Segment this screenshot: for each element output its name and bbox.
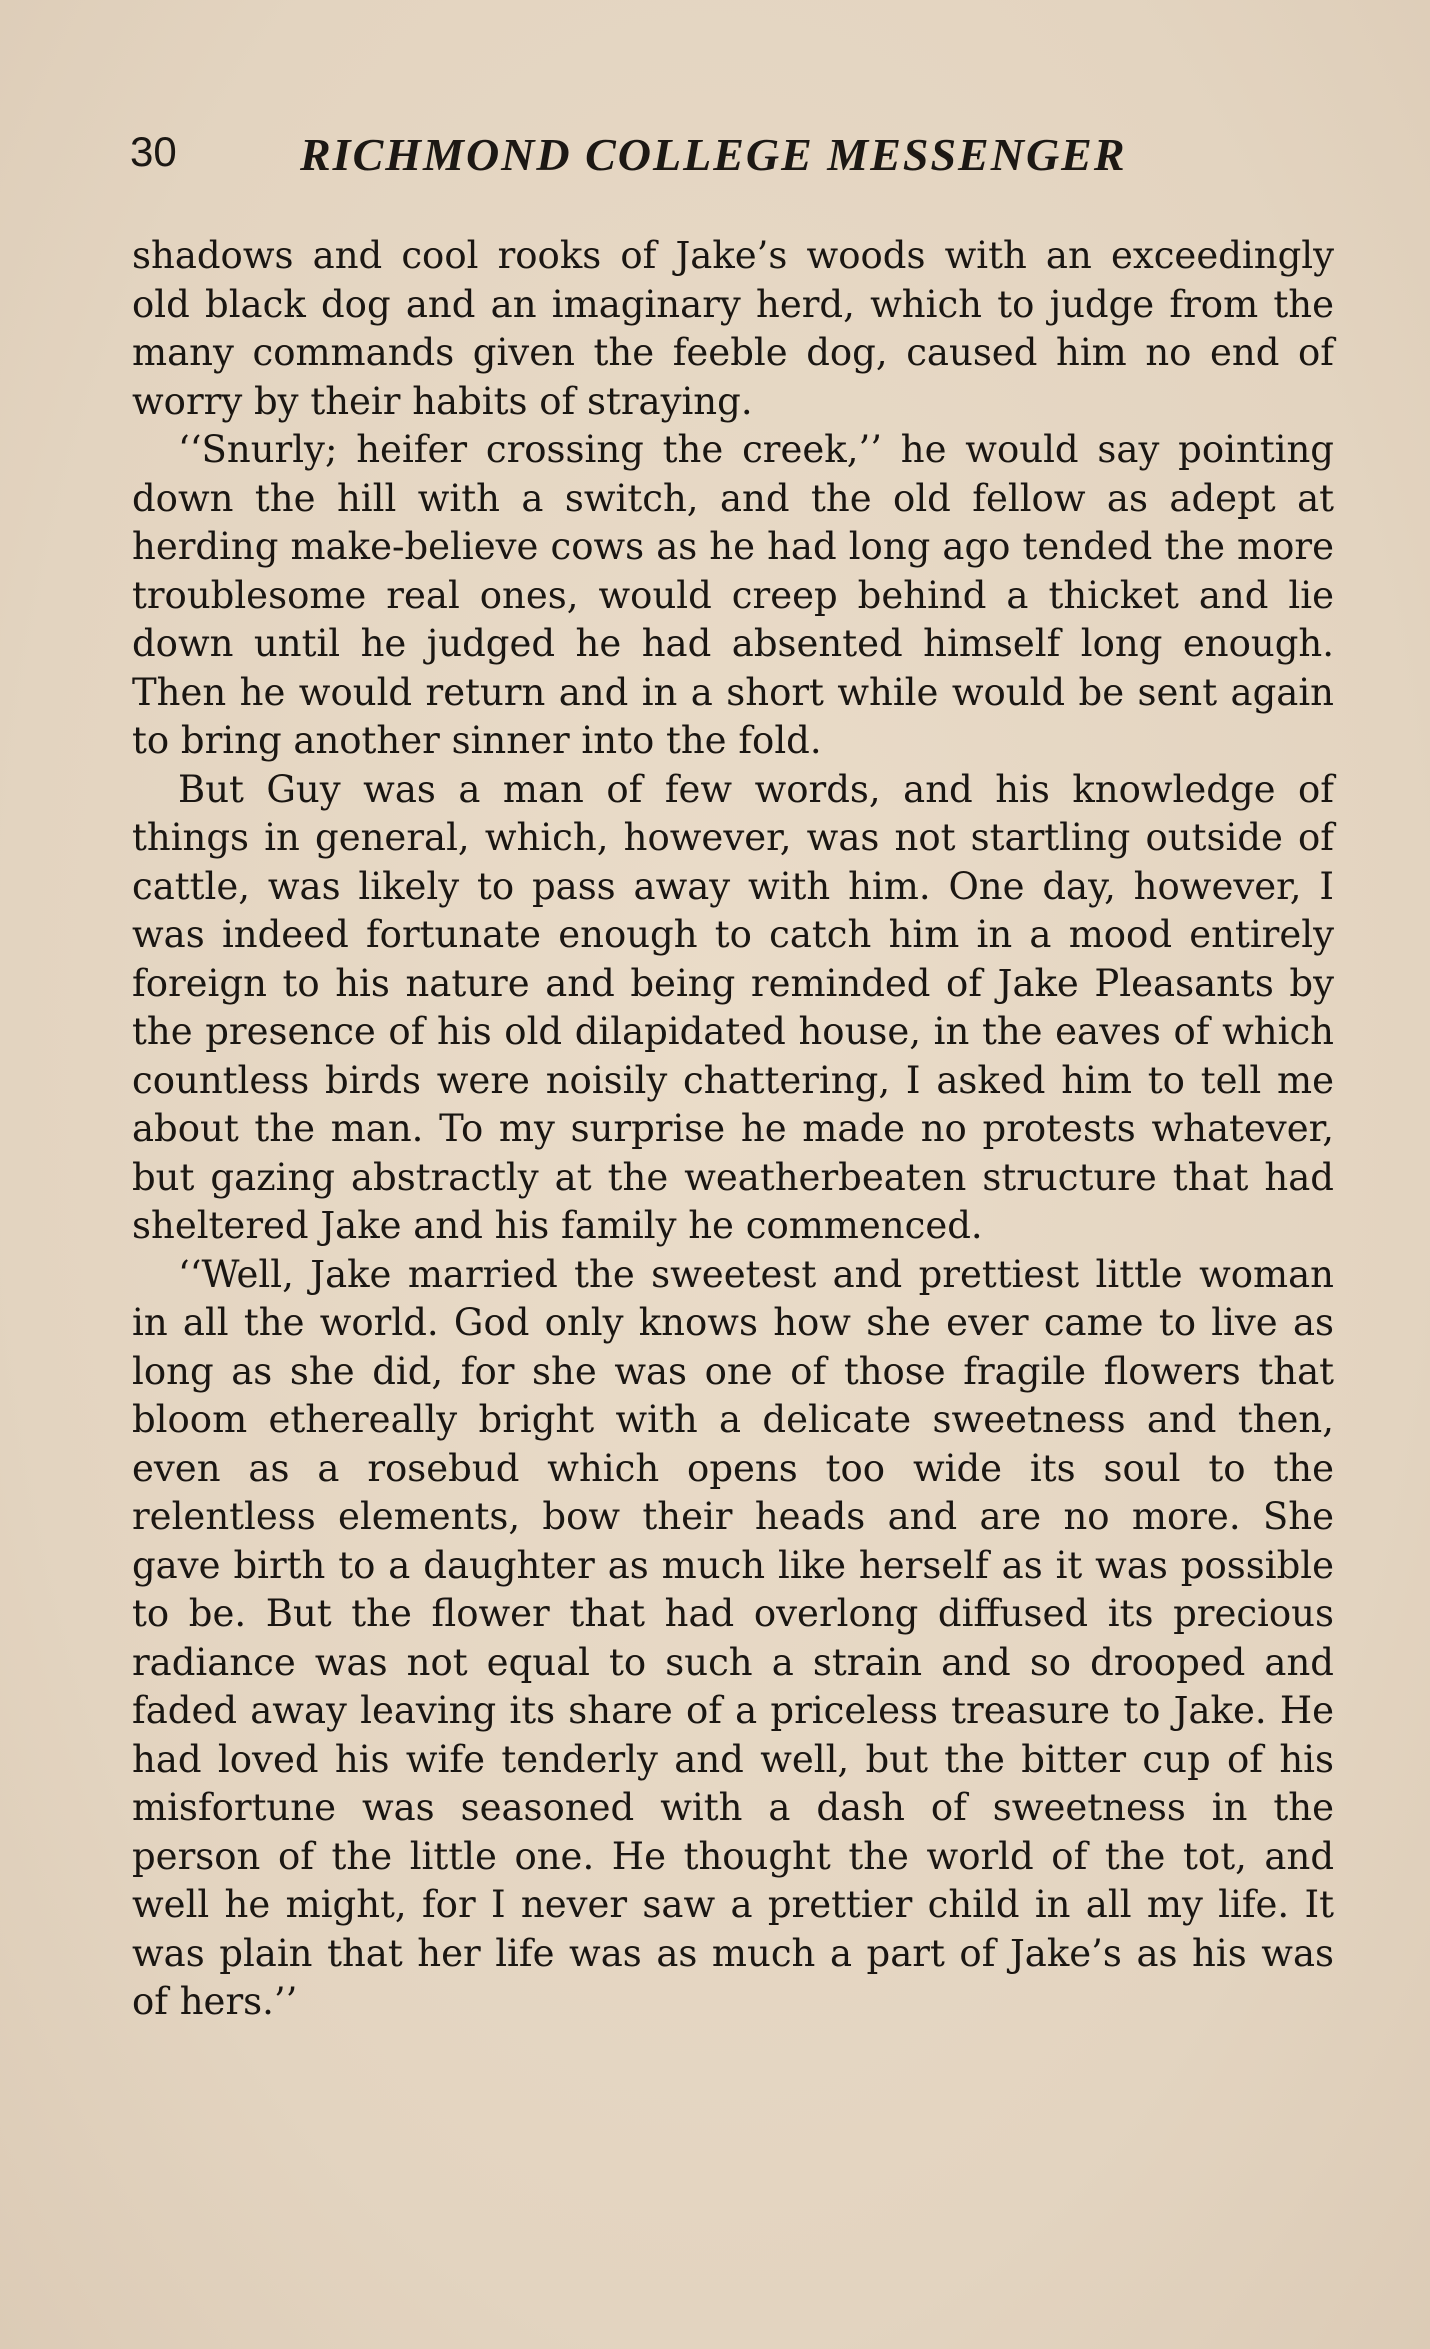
running-title: RICHMOND COLLEGE MESSENGER	[300, 129, 1127, 180]
paragraph-2: ‘‘Snurly; heifer crossing the creek,’’ he would say pointing down the hill with a switch, and the old fellow as adept at herding make-believe cows as he had long ago tended the more troublesome real ones, would creep behind a thicket and lie down until he judged he had absented himself long enough. Then he would return and in a short while would be sent again to bring another sinner into the fold.	[132, 428, 1334, 762]
paragraph-1: shadows and cool rooks of Jake’s woods with an exceedingly old black dog and an imaginary herd, which to judge from the many commands given the feeble dog, caused him no end of worry by their habits of straying.	[132, 234, 1334, 423]
paragraph-3: But Guy was a man of few words, and his knowledge of things in general, which, however, was not startling outside of cattle, was likely to pass away with him. One day, however, I was indeed fortunate enough to catch him in a mood entirely foreign to his nature and being reminded of Jake Pleasants by the presence of his old dilapidated house, in the eaves of which countless birds were noisily chattering, I asked him to tell me about the man. To my surprise he made no protests whatever, but gazing abstractly at the weatherbeaten structure that had sheltered Jake and his family he commenced.	[132, 767, 1334, 1247]
paragraph-4: ‘‘Well, Jake married the sweetest and prettiest little woman in all the world. God only knows how she ever came to live as long as she did, for she was one of those fragile flowers that bloom ethereally bright with a delicate sweetness and then, even as a rosebud which opens too wide its soul to the relentless elements, bow their heads and are no more. She gave birth to a daughter as much like herself as it was possible to be. But the flower that had overlong diffused its precious radiance was not equal to such a strain and so drooped and faded away leaving its share of a priceless treasure to Jake. He had loved his wife tenderly and well, but the bitter cup of his misfortune was seasoned with a dash of sweetness in the person of the little one. He thought the world of the tot, and well he might, for I never saw a prettier child in all my life. It was plain that her life was as much a part of Jake’s as his was of hers.’’	[132, 1252, 1334, 2023]
body-text	[132, 232, 1334, 2027]
page-number: 30	[130, 128, 177, 175]
page-header	[130, 128, 1330, 188]
